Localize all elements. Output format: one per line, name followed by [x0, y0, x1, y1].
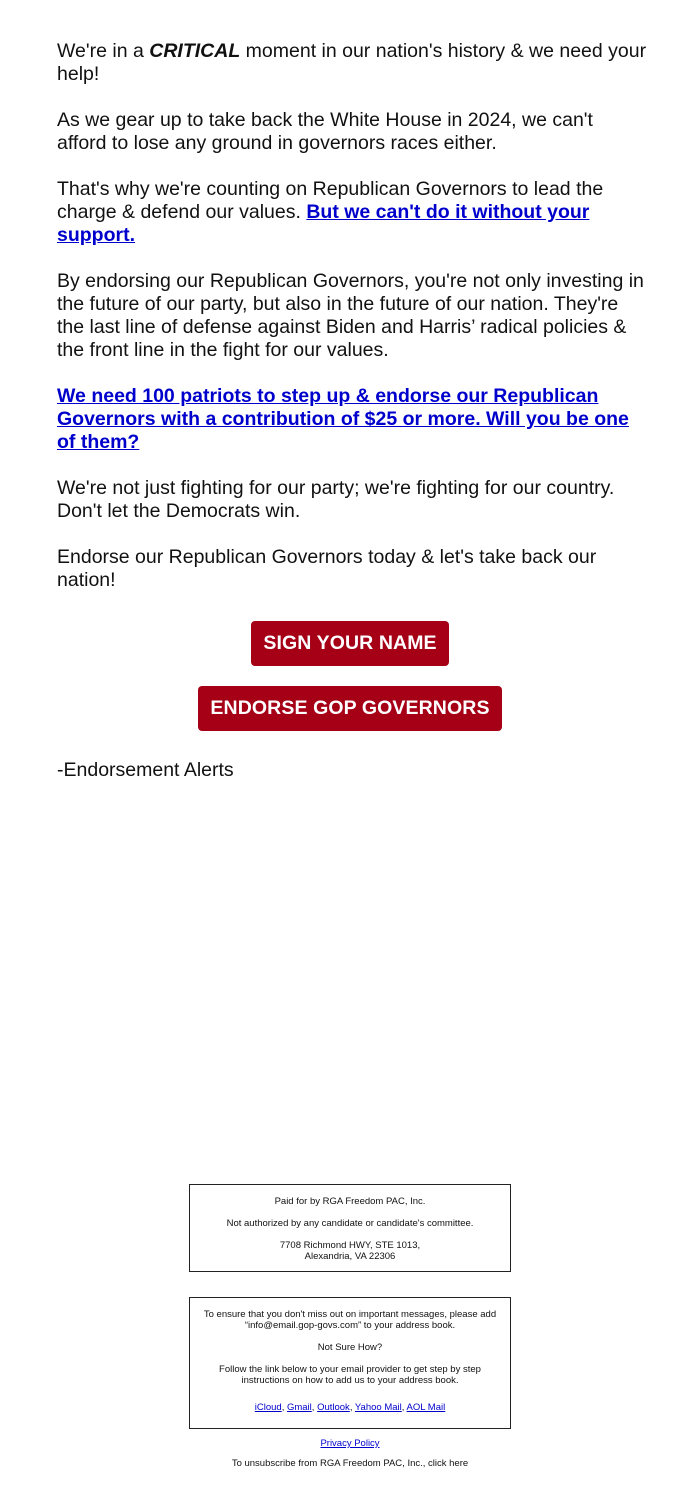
- not-authorized-text: Not authorized by any candidate or candidate's committee.: [226, 1218, 474, 1229]
- instructions-text: Follow the link below to your email provider to get step by step instructions on how to add us to your address book.: [219, 1364, 481, 1386]
- endorse-today-paragraph: Endorse our Republican Governors today & let's take back our nation!: [57, 546, 597, 591]
- sign-button-row: [0, 621, 700, 666]
- address-line-1: 7708 Richmond HWY, STE 1013,: [279, 1240, 421, 1251]
- provider-link-aol-mail[interactable]: AOL Mail: [406, 1402, 446, 1413]
- not-sure-text: Not Sure How?: [317, 1342, 383, 1353]
- privacy-row: [0, 1438, 700, 1449]
- values-paragraph: That's why we're counting on Republican Governors to lead the charge & defend our values. But we can't do it without your support.: [57, 178, 604, 246]
- address-line-2: Alexandria, VA 22306: [304, 1251, 396, 1262]
- contribution-link[interactable]: We need 100 patriots to step up & endorse our Republican Governors with a contribution of $25 or more. Will you be one of them?: [57, 385, 629, 453]
- support-link[interactable]: But we can't do it without your support.: [57, 201, 590, 246]
- endorse-button-row: [0, 686, 700, 731]
- address-book-box: [189, 1297, 511, 1429]
- provider-links: iCloud, Gmail, Outlook, Yahoo Mail, AOL Mail: [254, 1402, 446, 1413]
- provider-link-icloud[interactable]: iCloud: [254, 1402, 282, 1413]
- unsubscribe-text[interactable]: To unsubscribe from RGA Freedom PAC, Inc., click here: [231, 1458, 469, 1469]
- provider-link-yahoo-mail[interactable]: Yahoo Mail: [354, 1402, 402, 1413]
- disclaimer-box: [189, 1184, 511, 1272]
- paid-for-text: Paid for by RGA Freedom PAC, Inc.: [274, 1196, 426, 1207]
- sign-your-name-button[interactable]: SIGN YOUR NAME: [251, 621, 448, 666]
- fighting-paragraph: We're not just fighting for our party; we're fighting for our country. Don't let the Democrats win.: [57, 477, 615, 522]
- white-house-paragraph: As we gear up to take back the White House in 2024, we can't afford to lose any ground in governors races either.: [57, 109, 593, 154]
- critical-emphasis: CRITICAL: [149, 40, 241, 62]
- endorsing-paragraph: By endorsing our Republican Governors, you're not only investing in the future of our party, but also in the future of our nation. They're the last line of defense against Biden and Harris’ radical policies & the front line in the fight for our values.: [57, 270, 644, 361]
- privacy-policy-link[interactable]: Privacy Policy: [320, 1438, 380, 1449]
- address-book-intro: To ensure that you don't miss out on important messages, please add “info@email.gop-govs.com” to your address book.: [203, 1309, 497, 1331]
- provider-link-outlook[interactable]: Outlook: [317, 1402, 350, 1413]
- endorse-gop-governors-button[interactable]: ENDORSE GOP GOVERNORS: [198, 686, 501, 731]
- unsubscribe-row: [0, 1458, 700, 1469]
- email-body: [57, 40, 647, 592]
- patriots-paragraph: [57, 385, 647, 454]
- provider-link-gmail[interactable]: Gmail: [286, 1402, 312, 1413]
- intro-paragraph: We're in a CRITICAL moment in our nation's history & we need your help!: [57, 40, 647, 85]
- signoff: -Endorsement Alerts: [57, 759, 234, 781]
